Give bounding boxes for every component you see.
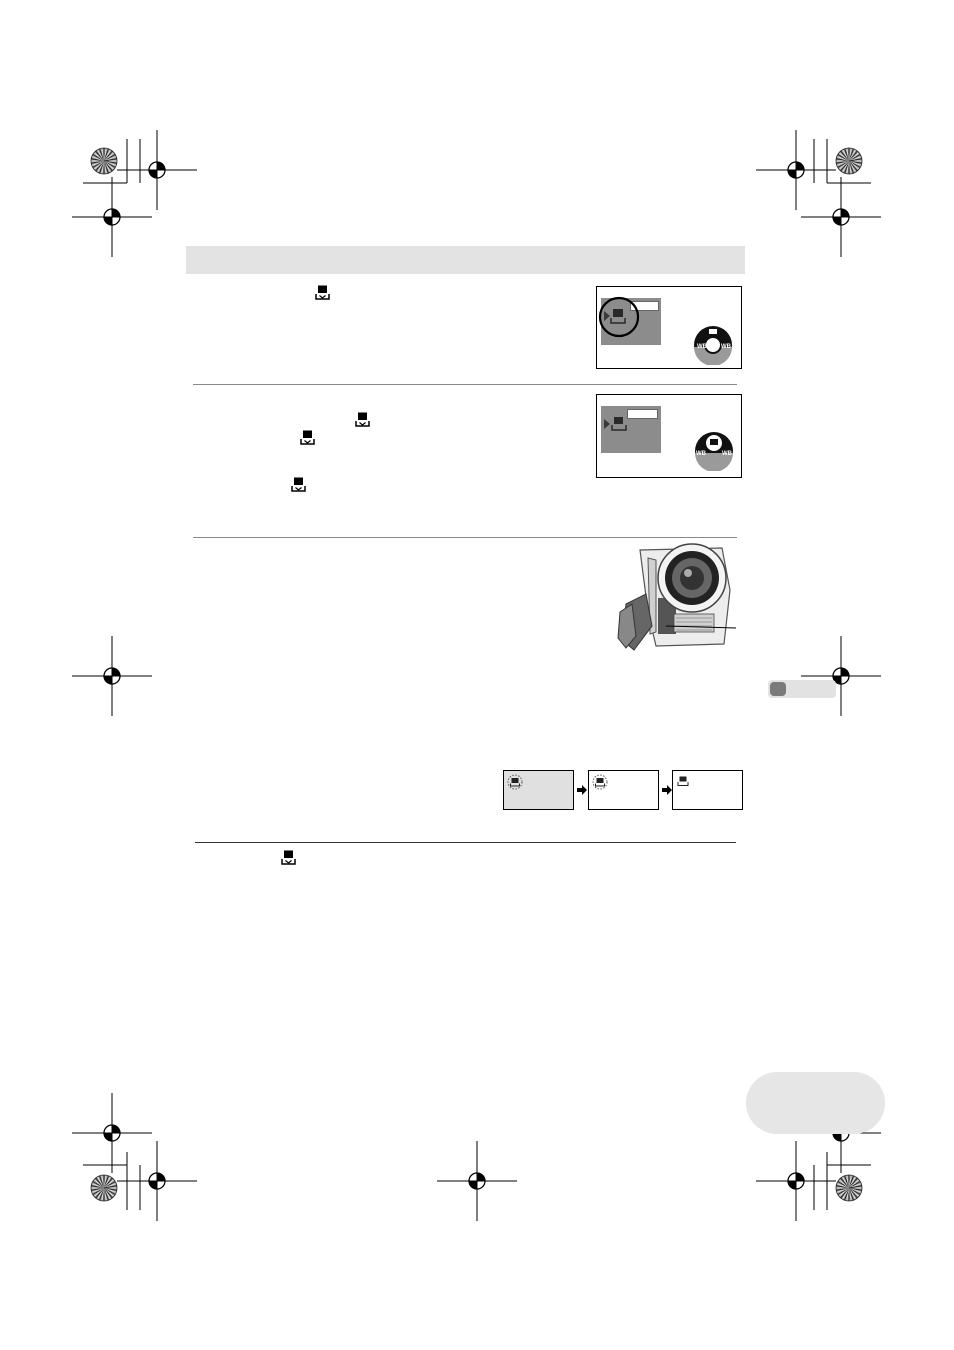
chapter-tab-marker bbox=[770, 682, 786, 696]
lcd-figure-step1 bbox=[596, 286, 742, 369]
white-balance-icon bbox=[677, 776, 689, 787]
white-balance-set-icon bbox=[315, 285, 330, 300]
white-balance-set-icon bbox=[281, 850, 296, 865]
white-balance-set-icon bbox=[291, 477, 306, 492]
joystick-press-icon bbox=[693, 429, 735, 471]
cursor-triangle-icon bbox=[604, 419, 610, 429]
svg-text:WB: WB bbox=[721, 344, 731, 350]
display-state-2 bbox=[588, 770, 659, 810]
page-number-bubble bbox=[746, 1072, 885, 1134]
section-header-band bbox=[186, 246, 745, 274]
display-state-3 bbox=[672, 770, 743, 810]
svg-text:WB: WB bbox=[722, 451, 732, 457]
blinking-white-balance-icon bbox=[592, 774, 608, 790]
divider bbox=[195, 842, 736, 843]
lcd-label-box bbox=[627, 409, 658, 419]
divider bbox=[193, 384, 737, 385]
divider bbox=[193, 537, 737, 538]
white-balance-set-icon bbox=[300, 430, 315, 445]
white-balance-icon bbox=[611, 417, 627, 431]
white-balance-set-icon bbox=[355, 412, 370, 427]
joystick-icon bbox=[693, 325, 733, 365]
lcd-figure-step2 bbox=[596, 394, 742, 478]
arrow-right-icon bbox=[577, 785, 587, 795]
svg-text:WB: WB bbox=[696, 451, 706, 457]
blinking-white-balance-icon bbox=[507, 774, 523, 790]
arrow-right-icon bbox=[662, 785, 672, 795]
display-state-1 bbox=[503, 770, 574, 810]
svg-text:WB: WB bbox=[697, 344, 707, 350]
camcorder-illustration bbox=[612, 542, 740, 658]
